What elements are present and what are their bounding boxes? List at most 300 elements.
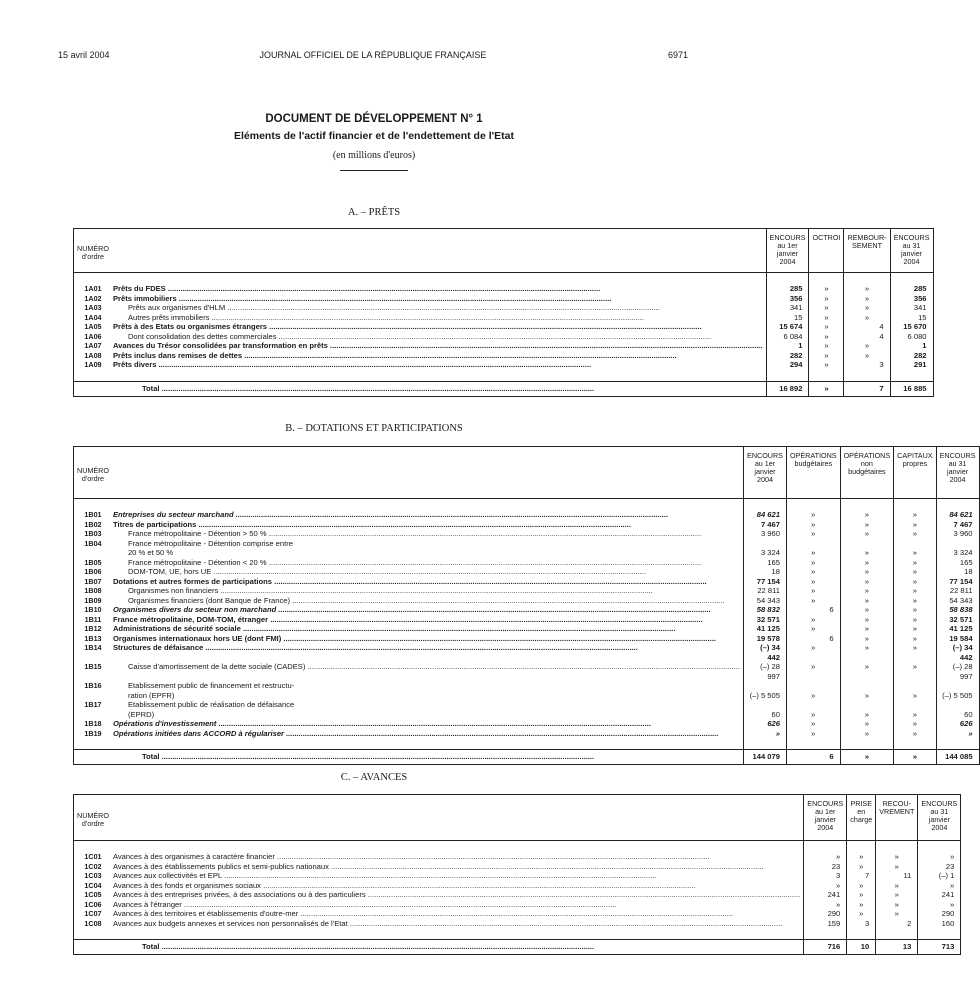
row-label: 20 % et 50 %: [127, 548, 174, 557]
cell-value: »: [840, 710, 894, 720]
cell-value: »: [786, 520, 840, 530]
table-row: [74, 909, 961, 919]
cell-value: »: [894, 548, 936, 558]
cell-value: 22 811: [936, 586, 979, 596]
row-code: 1B16: [84, 681, 102, 690]
cell-value: 15: [766, 313, 809, 323]
cell-value: »: [840, 729, 894, 739]
cell-value: 4: [844, 322, 890, 332]
document-unit: (en millions d'euros): [332, 150, 416, 161]
cell-value: »: [847, 852, 876, 862]
table-row: [74, 577, 980, 587]
cell-value: 58 838: [936, 605, 979, 615]
cell-value: 18: [936, 567, 979, 577]
row-label: Entreprises du secteur marchand .....: [113, 510, 740, 520]
table-row: [74, 643, 980, 662]
row-code: 1B11: [84, 614, 102, 624]
cell-value: 3: [847, 919, 876, 929]
total-label: Total .....: [142, 382, 763, 396]
cell-value: »: [840, 567, 894, 577]
cell-value: 15 670: [890, 322, 933, 332]
total-value: 7: [844, 381, 890, 396]
total-value: 144 079: [744, 750, 787, 765]
table-row: [74, 303, 934, 313]
cell-value: »: [918, 900, 961, 910]
column-header: PRISE en charge: [847, 795, 876, 841]
cell-value: 4: [844, 332, 890, 342]
row-label: Opérations initiées dans ACCORD à régulariser .....: [113, 729, 740, 739]
column-header: NUMÉRO d'ordre: [74, 447, 112, 499]
row-code: 1A05: [84, 322, 102, 331]
document-subtitle: Eléments de l'actif financier et de l'endettement de l'Etat: [234, 130, 514, 142]
row-code: 1C07: [84, 909, 102, 918]
cell-value: »: [894, 529, 936, 539]
row-code: 1A04: [84, 312, 102, 322]
row-code: 1B10: [84, 605, 102, 614]
row-label: Avances aux collectivités et EPL .....: [113, 871, 800, 881]
cell-value: 3: [844, 360, 890, 370]
table-row: [74, 681, 980, 691]
cell-value: »: [786, 729, 840, 739]
row-code: 1B03: [84, 529, 102, 538]
row-label: Etablissement public de financement et restructu-: [127, 681, 295, 690]
cell-value: »: [840, 605, 894, 615]
row-code: 1B08: [84, 586, 102, 595]
cell-value: »: [840, 691, 894, 701]
row-label: Etablissement public de réalisation de défaisance: [127, 700, 295, 709]
cell-value: 285: [890, 284, 933, 294]
column-header: OCTROI: [809, 229, 844, 273]
table-row: [74, 596, 980, 606]
row-code: [74, 710, 112, 720]
cell-value: »: [786, 529, 840, 539]
cell-value: »: [786, 643, 840, 662]
cell-value: »: [894, 558, 936, 568]
cell-value: 290: [918, 909, 961, 919]
total-value: 16 892: [766, 381, 809, 396]
cell-value: [744, 700, 787, 710]
cell-value: 23: [918, 862, 961, 872]
cell-value: »: [786, 567, 840, 577]
cell-value: »: [786, 510, 840, 520]
total-value: 6: [786, 750, 840, 765]
cell-value: 241: [918, 890, 961, 900]
cell-value: »: [840, 529, 894, 539]
total-label: Total .....: [142, 750, 740, 764]
row-label: Prêts aux organismes d'HLM .....: [128, 303, 763, 313]
cell-value: 291: [890, 360, 933, 370]
cell-value: [936, 681, 979, 691]
cell-value: 241: [804, 890, 847, 900]
cell-value: »: [847, 900, 876, 910]
cell-value: (–) 34 442: [744, 643, 787, 662]
row-label: Prêts du FDES .....: [113, 284, 763, 294]
cell-value: 1: [890, 341, 933, 351]
table-row: [74, 624, 980, 634]
cell-value: (–) 28 997: [744, 662, 787, 681]
column-header: REMBOUR-SEMENT: [844, 229, 890, 273]
row-label: Avances du Trésor consolidées par transformation en prêts .....: [113, 341, 763, 351]
column-header: ENCOURS au 31 janvier 2004: [890, 229, 933, 273]
cell-value: »: [840, 548, 894, 558]
cell-value: »: [894, 719, 936, 729]
cell-value: 165: [936, 558, 979, 568]
cell-value: »: [894, 643, 936, 662]
cell-value: »: [809, 351, 844, 361]
row-code: [74, 691, 112, 701]
column-header: [112, 447, 744, 499]
cell-value: »: [786, 586, 840, 596]
table-row: [74, 529, 980, 539]
table-row: [74, 919, 961, 929]
cell-value: 15 674: [766, 322, 809, 332]
cell-value: 23: [804, 862, 847, 872]
row-label: France métropolitaine - Détention comprise entre: [127, 538, 293, 548]
table-row: [74, 567, 980, 577]
cell-value: »: [804, 900, 847, 910]
cell-value: 6: [786, 634, 840, 644]
cell-value: »: [847, 890, 876, 900]
document-title: DOCUMENT DE DÉVELOPPEMENT N° 1: [265, 113, 483, 125]
table-row: [74, 322, 934, 332]
table-header-row: [74, 447, 980, 499]
cell-value: »: [809, 322, 844, 332]
cell-value: 3 324: [936, 548, 979, 558]
row-label: Structures de défaisance .....: [113, 643, 740, 653]
cell-value: [894, 700, 936, 710]
cell-value: »: [809, 303, 844, 313]
column-header: NUMÉRO d'ordre: [74, 229, 112, 273]
endowments-table: [73, 446, 980, 765]
cell-value: »: [809, 332, 844, 342]
column-header: OPÉRATIONS budgétaires: [786, 447, 840, 499]
row-label: France métropolitaine - Détention > 50 % .....: [128, 529, 740, 539]
cell-value: 19 584: [936, 634, 979, 644]
column-header: [112, 229, 766, 273]
row-label: Avances à l'étranger .....: [113, 900, 800, 910]
cell-value: 3 960: [936, 529, 979, 539]
cell-value: »: [840, 596, 894, 606]
cell-value: »: [894, 624, 936, 634]
cell-value: 356: [890, 294, 933, 304]
row-code: 1B19: [84, 728, 102, 738]
cell-value: »: [840, 510, 894, 520]
cell-value: [894, 539, 936, 549]
row-label: Avances à des établissements publics et semi-publics nationaux .....: [113, 862, 800, 872]
table-row: [74, 871, 961, 881]
cell-value: 294: [766, 360, 809, 370]
cell-value: »: [786, 548, 840, 558]
cell-value: 165: [744, 558, 787, 568]
row-label: Opérations d'investissement .....: [113, 719, 740, 729]
row-code: 1C03: [84, 871, 102, 880]
table-row: [74, 662, 980, 681]
total-value: »: [809, 381, 844, 396]
cell-value: 160: [918, 919, 961, 929]
cell-value: »: [876, 890, 918, 900]
table-row: [74, 520, 980, 530]
cell-value: 341: [766, 303, 809, 313]
column-header: ENCOURS au 1er janvier 2004: [804, 795, 847, 841]
cell-value: 3 324: [744, 548, 787, 558]
cell-value: »: [894, 691, 936, 701]
cell-value: »: [840, 643, 894, 662]
cell-value: 285: [766, 284, 809, 294]
cell-value: 3: [804, 871, 847, 881]
cell-value: [786, 681, 840, 691]
table-row: [74, 332, 934, 342]
row-label: Avances à des territoires et établissements d'outre-mer .....: [113, 909, 800, 919]
cell-value: 159: [804, 919, 847, 929]
total-value: 13: [876, 940, 918, 955]
table-row: [74, 539, 980, 549]
cell-value: »: [844, 303, 890, 313]
table-row: [74, 558, 980, 568]
cell-value: 54 343: [936, 596, 979, 606]
cell-value: »: [894, 662, 936, 681]
row-label: Caisse d'amortissement de la dette sociale (CADES) .....: [128, 662, 740, 672]
header-journal-title: JOURNAL OFFICIEL DE LA RÉPUBLIQUE FRANÇAISE: [259, 50, 487, 60]
cell-value: »: [847, 881, 876, 891]
cell-value: 2: [876, 919, 918, 929]
column-header: ENCOURS au 1er janvier 2004: [766, 229, 809, 273]
row-label: France métropolitaine - Détention < 20 % .....: [128, 558, 740, 568]
total-label: Total .....: [142, 940, 800, 954]
cell-value: [786, 539, 840, 549]
cell-value: 22 811: [744, 586, 787, 596]
cell-value: [786, 700, 840, 710]
cell-value: »: [809, 341, 844, 351]
cell-value: »: [840, 719, 894, 729]
cell-value: 60: [744, 710, 787, 720]
row-label: ration (EPFR): [127, 690, 175, 700]
section-a-title: A. – PRÊTS: [347, 207, 401, 218]
row-code: 1B15: [84, 662, 102, 671]
cell-value: »: [744, 729, 787, 739]
row-code: 1B14: [84, 643, 102, 652]
cell-value: »: [840, 662, 894, 681]
cell-value: 77 154: [744, 577, 787, 587]
cell-value: »: [809, 294, 844, 304]
cell-value: »: [894, 520, 936, 530]
cell-value: »: [840, 558, 894, 568]
total-value: »: [840, 750, 894, 765]
cell-value: [840, 681, 894, 691]
row-label: Titres de participations .....: [113, 520, 740, 530]
cell-value: »: [804, 852, 847, 862]
cell-value: »: [844, 313, 890, 323]
row-code: 1A02: [84, 293, 102, 303]
row-code: 1C08: [84, 918, 102, 928]
row-code: 1C06: [84, 899, 102, 909]
cell-value: »: [844, 341, 890, 351]
cell-value: »: [809, 284, 844, 294]
cell-value: 18: [744, 567, 787, 577]
cell-value: »: [918, 852, 961, 862]
table-row: [74, 351, 934, 361]
cell-value: 84 621: [744, 510, 787, 520]
cell-value: »: [894, 596, 936, 606]
table-row: [74, 313, 934, 323]
cell-value: 7 467: [744, 520, 787, 530]
column-header: [112, 795, 804, 841]
column-header: ENCOURS au 1er janvier 2004: [744, 447, 787, 499]
row-code: 1A07: [84, 341, 102, 350]
table-row: [74, 881, 961, 891]
cell-value: »: [786, 615, 840, 625]
table-row: [74, 360, 934, 370]
cell-value: 341: [890, 303, 933, 313]
total-row: [74, 940, 961, 955]
total-row: [74, 750, 980, 765]
cell-value: »: [786, 577, 840, 587]
table-row: [74, 548, 980, 558]
row-label: (EPRD): [127, 709, 155, 719]
cell-value: 626: [744, 719, 787, 729]
row-label: Organismes non financiers .....: [128, 586, 740, 596]
cell-value: »: [786, 710, 840, 720]
cell-value: 6 084: [766, 332, 809, 342]
row-code: 1A09: [84, 360, 102, 369]
cell-value: 32 571: [744, 615, 787, 625]
column-header: OPÉRATIONS non budgétaires: [840, 447, 894, 499]
row-code: 1B02: [84, 519, 102, 529]
cell-value: 41 125: [936, 624, 979, 634]
row-label: Prêts inclus dans remises de dettes .....: [113, 351, 763, 361]
row-code: 1C02: [84, 861, 102, 871]
cell-value: 282: [890, 351, 933, 361]
total-value: 10: [847, 940, 876, 955]
cell-value: 290: [804, 909, 847, 919]
table-row: [74, 862, 961, 872]
cell-value: »: [804, 881, 847, 891]
cell-value: »: [847, 909, 876, 919]
total-value: 713: [918, 940, 961, 955]
table-row: [74, 900, 961, 910]
row-label: Prêts immobiliers .....: [113, 294, 763, 304]
column-header: CAPITAUX propres: [894, 447, 936, 499]
row-code: 1B13: [84, 633, 102, 643]
row-code: 1B09: [84, 595, 102, 605]
row-code: 1B04: [84, 538, 102, 548]
cell-value: 6 080: [890, 332, 933, 342]
table-row: [74, 852, 961, 862]
cell-value: (–) 5 505: [744, 691, 787, 701]
table-row: [74, 586, 980, 596]
loans-table: [73, 228, 934, 397]
table-row: [74, 341, 934, 351]
table-row: [74, 890, 961, 900]
cell-value: »: [894, 510, 936, 520]
cell-value: (–) 1: [918, 871, 961, 881]
row-label: Autres prêts immobiliers .....: [128, 313, 763, 323]
cell-value: »: [936, 729, 979, 739]
cell-value: 356: [766, 294, 809, 304]
row-label: DOM-TOM, UE, hors UE .....: [128, 567, 740, 577]
cell-value: 626: [936, 719, 979, 729]
row-label: Dont consolidation des dettes commerciales .....: [128, 332, 763, 342]
cell-value: 282: [766, 351, 809, 361]
table-row: [74, 284, 934, 294]
cell-value: »: [894, 729, 936, 739]
cell-value: »: [786, 691, 840, 701]
row-code: 1B07: [84, 576, 102, 586]
cell-value: 77 154: [936, 577, 979, 587]
cell-value: »: [894, 567, 936, 577]
advances-table: [73, 794, 961, 955]
cell-value: »: [840, 624, 894, 634]
cell-value: »: [894, 605, 936, 615]
section-c-title: C. – AVANCES: [340, 772, 408, 783]
row-label: Avances à des entreprises privées, à des associations ou à des particuliers .....: [113, 890, 800, 900]
row-label: Organismes divers du secteur non marchand .....: [113, 605, 740, 615]
row-code: 1A06: [84, 331, 102, 341]
column-header: RECOU-VREMENT: [876, 795, 918, 841]
table-row: [74, 510, 980, 520]
row-code: 1B01: [84, 510, 102, 519]
row-code: 1C04: [84, 880, 102, 890]
total-value: 16 885: [890, 381, 933, 396]
cell-value: »: [840, 615, 894, 625]
row-label: Avances à des fonds et organismes sociaux .....: [113, 881, 800, 891]
cell-value: »: [786, 558, 840, 568]
cell-value: 1: [766, 341, 809, 351]
cell-value: »: [876, 862, 918, 872]
cell-value: 58 832: [744, 605, 787, 615]
cell-value: 3 960: [744, 529, 787, 539]
section-b-title: B. – DOTATIONS ET PARTICIPATIONS: [285, 423, 463, 434]
cell-value: »: [894, 586, 936, 596]
table-header-row: [74, 795, 961, 841]
table-row: [74, 294, 934, 304]
cell-value: »: [876, 909, 918, 919]
cell-value: (–) 28 997: [936, 662, 979, 681]
cell-value: 84 621: [936, 510, 979, 520]
cell-value: »: [894, 577, 936, 587]
cell-value: 6: [786, 605, 840, 615]
table-row: [74, 719, 980, 729]
row-label: Prêts à des Etats ou organismes étrangers .....: [113, 322, 763, 332]
cell-value: 11: [876, 871, 918, 881]
cell-value: »: [840, 586, 894, 596]
cell-value: 41 125: [744, 624, 787, 634]
table-row: [74, 634, 980, 644]
total-value: 144 085: [936, 750, 979, 765]
row-label: Organismes internationaux hors UE (dont FMI) .....: [113, 634, 740, 644]
row-code: 1B05: [84, 557, 102, 567]
cell-value: 7: [847, 871, 876, 881]
cell-value: »: [840, 520, 894, 530]
title-divider: [340, 170, 408, 171]
row-code: [74, 548, 112, 558]
cell-value: [840, 700, 894, 710]
table-row: [74, 691, 980, 701]
row-label: Avances aux budgets annexes et services non personnalisés de l'Etat .....: [113, 919, 800, 929]
header-page-number: 6971: [667, 50, 688, 60]
cell-value: 32 571: [936, 615, 979, 625]
cell-value: »: [876, 900, 918, 910]
row-code: 1B18: [84, 719, 102, 728]
cell-value: »: [840, 577, 894, 587]
row-code: 1B06: [84, 567, 102, 576]
cell-value: »: [844, 351, 890, 361]
cell-value: [840, 539, 894, 549]
row-label: Prêts divers .....: [113, 360, 763, 370]
cell-value: [894, 681, 936, 691]
row-code: 1A08: [84, 350, 102, 360]
row-code: 1B17: [84, 700, 102, 709]
column-header: ENCOURS au 31 janvier 2004: [936, 447, 979, 499]
